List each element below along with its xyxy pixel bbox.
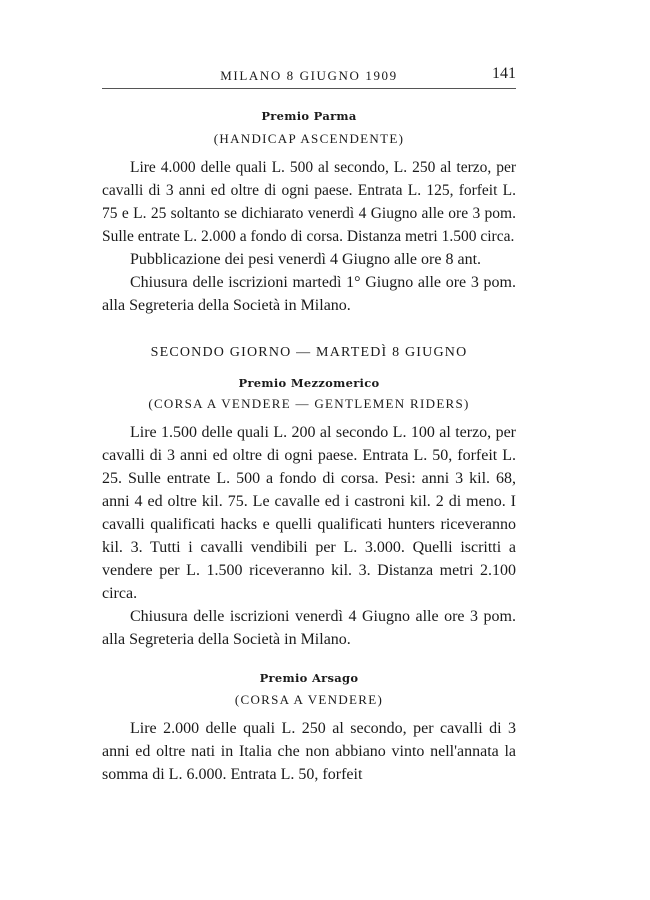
paragraph: Pubblicazione dei pesi venerdì 4 Giugno alle ore 8 ant. (130, 251, 482, 268)
section-body-premio-arsago (102, 717, 516, 786)
section-body-premio-mezzomerico (102, 421, 516, 651)
paragraph: Chiusura delle iscrizioni martedì 1° Giugno alle ore 3 pom. alla Segreteria della Società in Milano. (102, 274, 516, 314)
section-title-premio-parma: Premio Parma (261, 109, 357, 123)
running-title: MILANO 8 GIUGNO 1909 (220, 68, 398, 83)
day-heading: SECONDO GIORNO — MARTEDÌ 8 GIUGNO (150, 345, 468, 360)
paragraph: Chiusura delle iscrizioni venerdì 4 Giugno alle ore 3 pom. alla Segreteria della Società in Milano. (102, 608, 516, 648)
section-body-premio-parma (102, 156, 516, 317)
running-header (102, 62, 516, 89)
page-number: 141 (492, 65, 516, 82)
paragraph: Lire 2.000 delle quali L. 250 al secondo, per cavalli di 3 anni ed oltre nati in Italia che non abbiano vinto nell'annata la somma di L. 6.000. Entrata L. 50, forfeit (102, 720, 516, 783)
section-title-premio-arsago: Premio Arsago (259, 671, 359, 685)
paragraph: Lire 4.000 delle quali L. 500 al secondo, L. 250 al terzo, per cavalli di 3 anni ed oltre di ogni paese. Entrata L. 125, forfeit L. 75 e L. 25 soltanto se dichiarato venerdì 4 Giugno alle ore 3 pom. Sulle entrate L. 2.000 a fondo di corsa. Distanza metri 1.500 circa. (102, 159, 516, 245)
section-subtitle-premio-arsago: (CORSA A VENDERE) (234, 692, 384, 707)
section-title-premio-mezzomerico: Premio Mezzomerico (238, 376, 380, 390)
book-page (102, 62, 516, 786)
paragraph: Lire 1.500 delle quali L. 200 al secondo L. 100 al terzo, per cavalli di 3 anni ed oltre di ogni paese. Entrata L. 50, forfeit L. 25. Sulle entrate L. 500 a fondo di corsa. Pesi: anni 3 kil. 68, anni 4 ed oltre kil. 75. Le cavalle ed i castroni kil. 2 di meno. I cavalli qualificati hacks e quelli qualificati hunters riceveranno kil. 3. Tutti i cavalli vendibili per L. 3.000. Quelli iscritti a vendere per L. 1.500 riceveranno kil. 3. Distanza metri 2.100 circa. (102, 424, 516, 602)
section-subtitle-premio-parma: (HANDICAP ASCENDENTE) (213, 131, 405, 146)
section-subtitle-premio-mezzomerico: (CORSA A VENDERE — GENTLEMEN RIDERS) (148, 396, 470, 411)
